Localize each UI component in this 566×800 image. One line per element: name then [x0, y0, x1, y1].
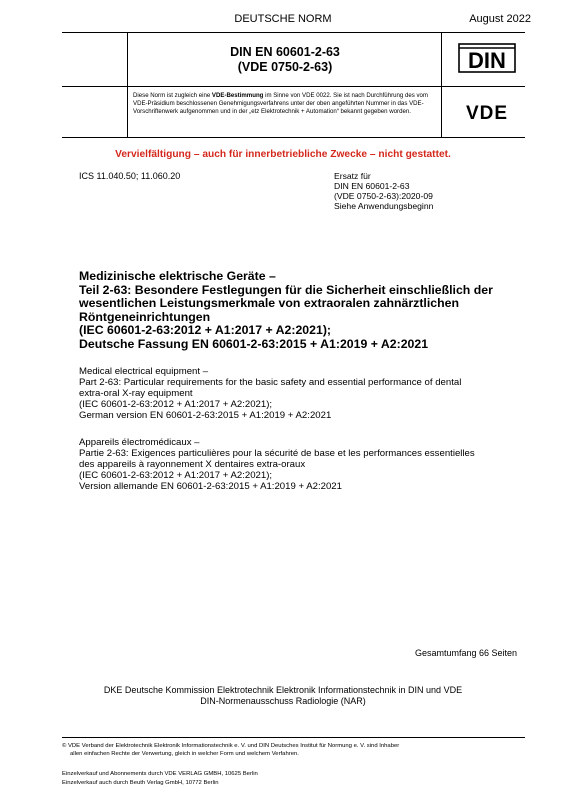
document-type-label: DEUTSCHE NORM [234, 13, 332, 25]
header-right-divider [441, 32, 442, 137]
publication-date: August 2022 [469, 13, 531, 25]
vde-logo [458, 103, 516, 121]
vde-regulation-note [133, 92, 433, 116]
header-left-divider [127, 32, 128, 137]
ics-code: ICS 11.040.50; 11.060.20 [79, 171, 181, 181]
title-line: wesentlichen Leistungsmerkmale von extraoralen zahnärztlichen [79, 296, 459, 310]
header-bottom-rule [62, 137, 525, 138]
title-french [79, 437, 529, 492]
din-logo-text: DIN [468, 48, 506, 73]
committee-line: DKE Deutsche Kommission Elektrotechnik Elektronik Informationstechnik in DIN und VDE [103, 685, 463, 695]
copyright-line: allen einfachen Rechte der Verwertung, gleich in welcher Form und welchem Verfahren. [70, 751, 299, 757]
copyright-line: © VDE Verband der Elektrotechnik Elektronik Informationstechnik e. V. und DIN Deutsches Institut für Normung e. V. sind Inhaber [62, 743, 400, 749]
din-logo [458, 43, 516, 73]
replacement-info [334, 171, 433, 211]
footer-rule [62, 737, 525, 738]
title-line: Medizinische elektrische Geräte – [79, 269, 276, 283]
title-line: (IEC 60601-2-63:2012 + A1:2017 + A2:2021); [79, 470, 273, 481]
sales-info [62, 770, 258, 788]
committee-info [0, 685, 566, 707]
vde-number: (VDE 0750-2-63) [237, 60, 333, 74]
title-line: (IEC 60601-2-63:2012 + A1:2017 + A2:2021); [79, 399, 273, 410]
committee-line: DIN-Normenausschuss Radiologie (NAR) [200, 696, 366, 706]
title-line: Part 2-63: Particular requirements for the basic safety and essential performance of dental [79, 377, 462, 388]
title-line: Appareils électromédicaux – [79, 437, 200, 448]
replacement-line: Siehe Anwendungsbeginn [334, 201, 434, 211]
sales-line: Einzelverkauf und Abonnements durch VDE VERLAG GMBH, 10625 Berlin [62, 771, 258, 777]
title-line: German version EN 60601-2-63:2015 + A1:2019 + A2:2021 [79, 410, 332, 421]
total-pages: Gesamtumfang 66 Seiten [414, 648, 517, 658]
copyright-notice [62, 742, 482, 758]
title-german [79, 270, 529, 351]
vde-logo-text: VDE [465, 103, 509, 121]
replacement-line: DIN EN 60601-2-63 [334, 181, 410, 191]
title-line: Version allemande EN 60601-2-63:2015 + A1:2019 + A2:2021 [79, 481, 342, 492]
title-english [79, 366, 529, 421]
title-line: Medical electrical equipment – [79, 366, 209, 377]
title-line: des appareils à rayonnement X dentaires extra-oraux [79, 459, 306, 470]
title-line: extra-oral X-ray equipment [79, 388, 193, 399]
standard-number: DIN EN 60601-2-63 [230, 45, 340, 59]
title-line: Teil 2-63: Besondere Festlegungen für die Sicherheit einschließlich der [79, 282, 493, 297]
header-top-rule [62, 32, 525, 33]
vde-note-text-end: im Sinne von VDE 0022. Sie ist nach Durchführung des vom VDE-Präsidium beschlossenen Genehmigungsverfahrens unter der oben angeführten Nummer in das VDE-Vorschriftenwerk aufgenommen und in der „etz Elektrotechnik + Automation“ bekannt gegeben worden. [133, 92, 429, 115]
vde-note-bold: VDE-Bestimmung [211, 92, 264, 99]
header-middle-rule [62, 86, 525, 87]
reproduction-warning: Vervielfältigung – auch für innerbetriebliche Zwecke – nicht gestattet. [115, 149, 451, 160]
title-line: (IEC 60601-2-63:2012 + A1:2017 + A2:2021); [79, 323, 332, 337]
title-line: Röntgeneinrichtungen [79, 309, 211, 324]
replacement-line: Ersatz für [334, 171, 371, 181]
vde-note-text-start: Diese Norm ist zugleich eine [133, 92, 212, 99]
title-line: Partie 2-63: Exigences particulières pour la sécurité de base et les performances essentielles [79, 448, 475, 459]
replacement-line: (VDE 0750-2-63):2020-09 [334, 191, 433, 201]
title-line: Deutsche Fassung EN 60601-2-63:2015 + A1:2019 + A2:2021 [79, 336, 429, 351]
sales-line: Einzelverkauf auch durch Beuth Verlag GmbH, 10772 Berlin [62, 780, 219, 786]
standard-number-block [130, 45, 440, 75]
